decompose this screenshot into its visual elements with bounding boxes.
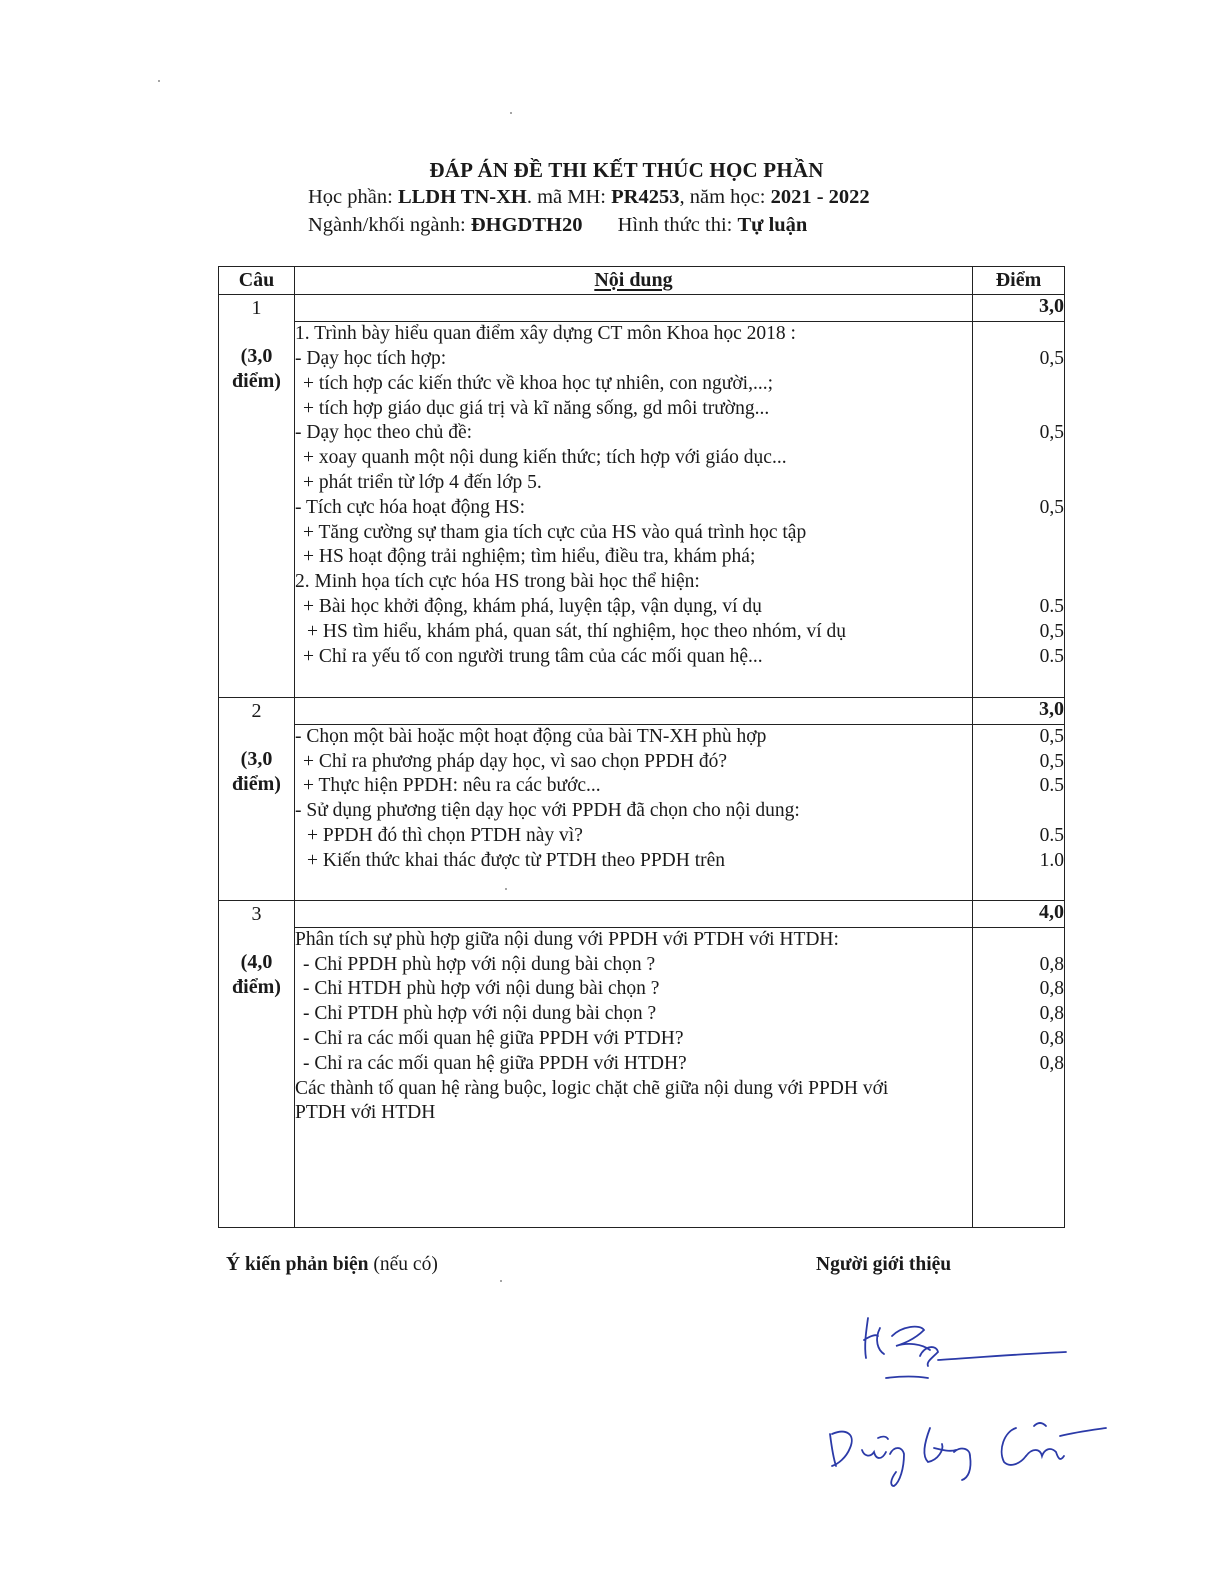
question-content: [295, 322, 973, 698]
question-number-cell: [219, 697, 295, 900]
content-line: + Tăng cường sự tham gia tích cực của HS vào quá trình học tập: [303, 521, 807, 543]
question-points-line: điểm): [232, 772, 281, 795]
question-total-blank: [295, 900, 973, 927]
review-note: (nếu có): [373, 1254, 438, 1275]
presenter-label: Người giới thiệu: [816, 1254, 952, 1275]
question-content-row: [219, 927, 1065, 1227]
content-line: - Tích cực hóa hoạt động HS:: [295, 496, 526, 518]
content-line: 1. Trình bày hiểu quan điểm xây dựng CT môn Khoa học 2018 :: [295, 323, 796, 345]
line-score: 0,5: [1039, 422, 1064, 444]
content-line: - Chỉ ra các mối quan hệ giữa PPDH với HTDH?: [303, 1052, 687, 1074]
question-total-row: [219, 900, 1065, 927]
content-line: - Chỉ PPDH phù hợp với nội dung bài chọn ?: [303, 953, 656, 975]
line-score: 0,8: [1039, 1003, 1064, 1025]
question-points: [219, 950, 294, 1000]
content-line: - Dạy học tích hợp:: [295, 348, 447, 370]
exam-form-label: Hình thức thi:: [617, 214, 733, 236]
question-total-score: 3,0: [973, 697, 1065, 724]
review-section: [226, 1254, 438, 1276]
question-total-blank: [295, 295, 973, 322]
question-points-line: (3,0: [240, 747, 273, 770]
question-content: [295, 724, 973, 900]
course-name: LLDH TN-XH: [397, 186, 527, 208]
major-label: Ngành/khối ngành:: [308, 214, 466, 236]
question-number: 1: [251, 297, 262, 320]
content-line: - Chỉ HTDH phù hợp với nội dung bài chọn ?: [303, 978, 660, 1000]
question-points: [219, 747, 294, 797]
content-line: + Chỉ ra phương pháp dạy học, vì sao chọn PPDH đó?: [303, 750, 727, 772]
document-title: ĐÁP ÁN ĐỀ THI KẾT THÚC HỌC PHẦN: [429, 158, 824, 182]
exam-form: Tự luận: [737, 214, 808, 236]
question-points-line: (3,0: [240, 345, 273, 368]
line-score: 0,8: [1039, 1027, 1064, 1049]
question-content: [295, 927, 973, 1227]
question-number: 3: [251, 902, 262, 925]
content-line: PTDH với HTDH: [295, 1102, 436, 1124]
line-score: 0,5: [1039, 620, 1064, 642]
line-score: [973, 1101, 1064, 1126]
line-score: [973, 322, 1064, 347]
question-number-cell: [219, 900, 295, 1227]
course-code: PR4253: [611, 186, 680, 208]
answer-table: [218, 266, 1065, 1228]
content-line: + Kiến thức khai thác được từ PTDH theo PPDH trên: [307, 849, 726, 871]
question-total-row: [219, 295, 1065, 322]
line-score: 0,5: [1039, 750, 1064, 772]
content-line: Phân tích sự phù hợp giữa nội dung với PPDH với PTDH với HTDH:: [295, 928, 839, 950]
header-score: Điểm: [973, 267, 1065, 295]
content-line: + xoay quanh một nội dung kiến thức; tích hợp với giáo dục...: [303, 447, 787, 469]
line-score: 0,8: [1039, 953, 1064, 975]
course-line: [308, 186, 870, 209]
header-question: Câu: [219, 267, 295, 295]
question-number-cell: [219, 295, 295, 698]
line-score: [973, 397, 1064, 422]
line-score: [973, 570, 1064, 595]
content-line: Các thành tố quan hệ ràng buộc, logic chặt chẽ giữa nội dung với PPDH với: [295, 1077, 889, 1099]
code-label: . mã MH:: [526, 186, 607, 208]
question-total-row: [219, 697, 1065, 724]
content-line: + HS tìm hiểu, khám phá, quan sát, thí nghiệm, học theo nhóm, ví dụ: [307, 620, 847, 642]
major-line: [308, 214, 807, 237]
course-label: Học phần:: [308, 186, 393, 208]
question-points-line: (4,0: [240, 950, 273, 973]
question-scores: [973, 322, 1065, 698]
line-score: 0,5: [1039, 496, 1064, 518]
content-line: + Bài học khởi động, khám phá, luyện tập, vận dụng, ví dụ: [303, 595, 762, 617]
line-score: 1.0: [1039, 849, 1064, 871]
question-content-row: [219, 322, 1065, 698]
table-header-row: [219, 267, 1065, 295]
content-line: 2. Minh họa tích cực hóa HS trong bài học thể hiện:: [295, 571, 700, 593]
line-score: [973, 799, 1064, 824]
content-line: + PPDH đó thì chọn PTDH này vì?: [307, 825, 583, 847]
line-score: 0.5: [1039, 825, 1064, 847]
question-scores: [973, 724, 1065, 900]
line-score: 0,5: [1039, 348, 1064, 370]
line-score: [973, 928, 1064, 953]
school-year: 2021 - 2022: [770, 186, 870, 208]
question-points-line: điểm): [232, 975, 281, 998]
signature: [820, 1300, 1120, 1500]
question-total-score: 4,0: [973, 900, 1065, 927]
content-line: - Sử dụng phương tiện dạy học với PPDH đã chọn cho nội dung:: [295, 800, 800, 822]
question-total-score: 3,0: [973, 295, 1065, 322]
line-score: 0,8: [1039, 978, 1064, 1000]
line-score: 0.5: [1039, 645, 1064, 667]
line-score: 0.5: [1039, 595, 1064, 617]
content-line: - Dạy học theo chủ đề:: [295, 422, 473, 444]
content-line: + tích hợp giáo dục giá trị và kĩ năng sống, gd môi trường...: [303, 397, 770, 419]
content-line: + Thực hiện PPDH: nêu ra các bước...: [303, 775, 601, 797]
major-code: ĐHGDTH20: [470, 214, 583, 236]
question-total-blank: [295, 697, 973, 724]
content-line: + tích hợp các kiến thức về khoa học tự nhiên, con người,...;: [303, 372, 773, 394]
content-line: - Chỉ PTDH phù hợp với nội dung bài chọn ?: [303, 1003, 657, 1025]
line-score: 0,8: [1039, 1052, 1064, 1074]
line-score: 0,5: [1039, 725, 1064, 747]
line-score: [973, 521, 1064, 546]
line-score: [973, 471, 1064, 496]
question-points: [219, 344, 294, 394]
question-number: 2: [251, 699, 262, 722]
question-content-row: [219, 724, 1065, 900]
year-label: , năm học:: [679, 186, 766, 208]
document-header: [0, 158, 1225, 236]
header-content: Nội dung: [295, 267, 973, 295]
question-points-line: điểm): [232, 370, 281, 393]
line-score: [973, 372, 1064, 397]
content-line: - Chỉ ra các mối quan hệ giữa PPDH với PTDH?: [303, 1027, 684, 1049]
line-score: 0.5: [1039, 775, 1064, 797]
line-score: [973, 545, 1064, 570]
line-score: [973, 446, 1064, 471]
review-label: Ý kiến phản biện: [226, 1254, 369, 1275]
line-score: [973, 1077, 1064, 1102]
question-scores: [973, 927, 1065, 1227]
content-line: + Chỉ ra yếu tố con người trung tâm của các mối quan hệ...: [303, 645, 763, 667]
content-line: - Chọn một bài hoặc một hoạt động của bài TN-XH phù hợp: [295, 725, 767, 747]
content-line: + HS hoạt động trải nghiệm; tìm hiểu, điều tra, khám phá;: [303, 546, 756, 568]
content-line: + phát triển từ lớp 4 đến lớp 5.: [303, 472, 542, 493]
